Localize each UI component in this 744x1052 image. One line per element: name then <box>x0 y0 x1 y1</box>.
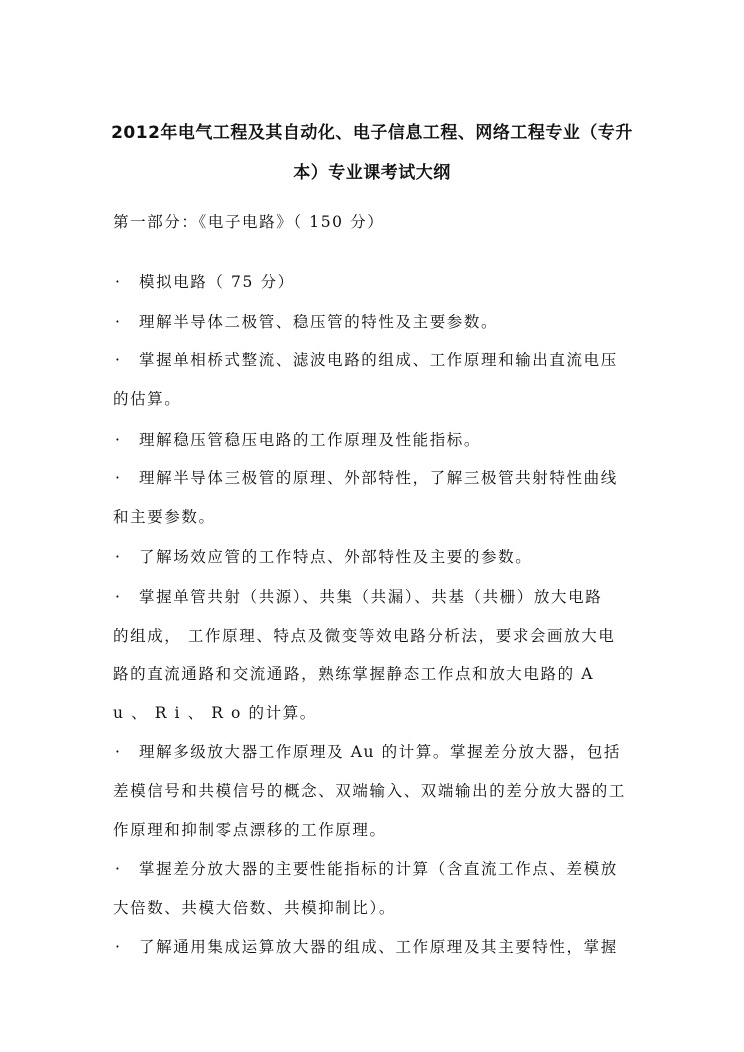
bullet-icon: · <box>115 273 122 291</box>
list-item-continuation: 路的直流通路和交流通路，熟练掌握静态工作点和放大电路的 A <box>113 665 595 683</box>
list-item-text: 理解半导体三极管的原理、外部特性，了解三极管共射特性曲线 <box>139 469 618 487</box>
list-item-continuation: 差模信号和共模信号的概念、双端输入、双端输出的差分放大器的工 <box>113 782 627 800</box>
list-item-text: 理解半导体二极管、稳压管的特性及主要参数。 <box>139 313 499 331</box>
bullet-icon: · <box>115 938 122 956</box>
bullet-icon: · <box>115 548 122 566</box>
list-item <box>115 466 618 488</box>
bullet-icon: · <box>115 469 122 487</box>
list-item <box>115 857 618 879</box>
list-item <box>115 348 618 370</box>
list-item-continuation: 的组成， 工作原理、特点及微变等效电路分析法，要求会画放大电 <box>113 627 616 645</box>
list-item-text: 了解通用集成运算放大器的组成、工作原理及其主要特性，掌握 <box>139 938 618 956</box>
list-item <box>115 270 295 292</box>
section-heading: 第一部分：《电子电路》（ 150 分） <box>113 213 385 231</box>
list-item-text: 理解多级放大器工作原理及 Au 的计算。掌握差分放大器，包括 <box>139 743 622 761</box>
list-item <box>115 585 602 607</box>
document-title-line-1: 2012年电气工程及其自动化、电子信息工程、网络工程专业（专升 <box>111 123 633 143</box>
bullet-icon: · <box>115 431 122 449</box>
list-item-text: 模拟电路（ 75 分） <box>139 273 295 291</box>
list-item <box>115 740 621 762</box>
bullet-icon: · <box>115 588 122 606</box>
list-item-text: 掌握单相桥式整流、滤波电路的组成、工作原理和输出直流电压 <box>139 351 618 369</box>
list-item <box>115 428 481 450</box>
list-item <box>115 545 532 567</box>
list-item-continuation: 作原理和抑制零点漂移的工作原理。 <box>113 821 387 839</box>
list-item-text: 了解场效应管的工作特点、外部特性及主要的参数。 <box>139 548 533 566</box>
list-item-continuation: 大倍数、共模大倍数、共模抑制比）。 <box>113 899 396 917</box>
list-item-continuation: 和主要参数。 <box>113 508 216 526</box>
bullet-icon: · <box>115 313 122 331</box>
list-item <box>115 935 618 957</box>
list-item-continuation: u 、 R i 、 R o 的计算。 <box>113 704 317 722</box>
list-item-text: 掌握差分放大器的主要性能指标的计算（含直流工作点、差模放 <box>139 860 618 878</box>
bullet-icon: · <box>115 743 122 761</box>
bullet-icon: · <box>115 860 122 878</box>
list-item-text: 掌握单管共射（共源）、共集（共漏）、共基（共栅）放大电路 <box>139 588 603 606</box>
document-title-line-2: 本）专业课考试大纲 <box>293 163 451 183</box>
list-item <box>115 310 498 332</box>
list-item-text: 理解稳压管稳压电路的工作原理及性能指标。 <box>139 431 482 449</box>
list-item-continuation: 的估算。 <box>113 390 182 408</box>
bullet-icon: · <box>115 351 122 369</box>
